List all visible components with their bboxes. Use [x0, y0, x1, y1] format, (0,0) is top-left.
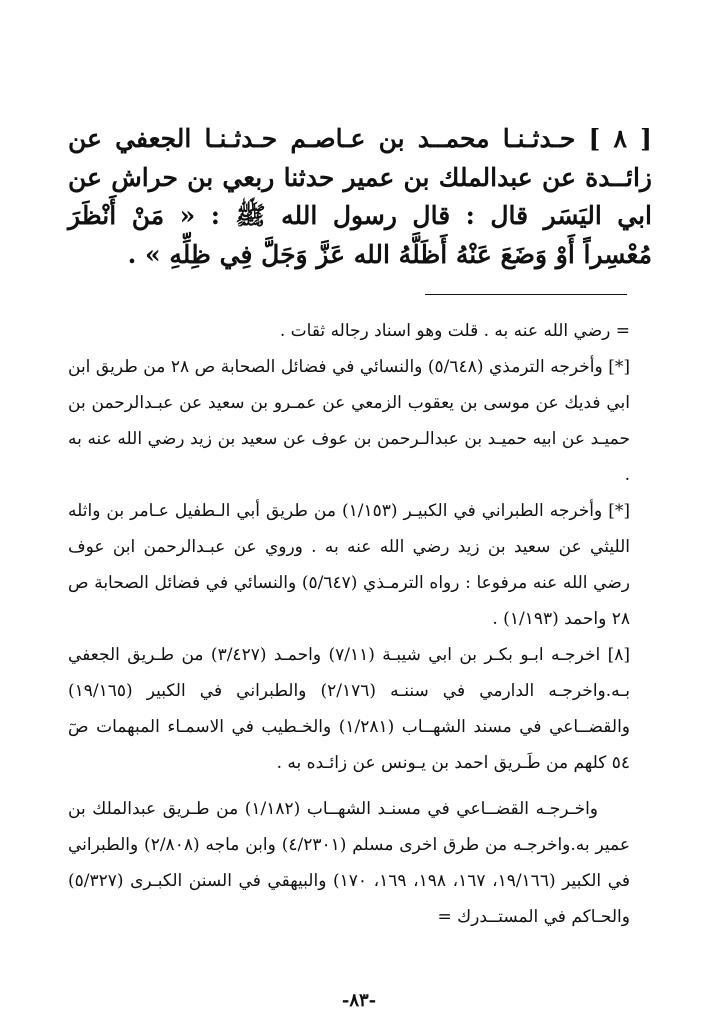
footnotes [68, 313, 630, 935]
footnote-tabarani: [*] وأخرجه الطبراني في الكبيـر (١/١٥٣) من طريق أبي الـطفيل عـامر بن واثله الليثي عن سعيد بن زيد رضي الله عنه به . وروي عن عبـدالرحمن ابن عوف رضي الله عنه مرفوعا : رواه الترمـذي (٥/٦٤٧) والنسائي في فضائل الصحابة ص ٢٨ واحمد (١/١٩٣) . [68, 501, 631, 629]
footnote-8: [٨] اخرجـه ابـو بكـر بن ابي شيبـة (٧/١١) واحمـد (٣/٤٢٧) من طـريق الجعفي بـه.واخرجـه الدارمي في سننـه (٢/١٧٦) والطبراني في الكبير (١٩/١٦٥) والقضــاعي في مسند الشهــاب (١/٢٨١) والخـطيب في الاسمـاء المبهمات صٓ ٥٤ كلهم من طَـريق احمد بن يـونس عن زائـده به . [68, 645, 631, 773]
footnote-tirmidhi: [*] وأخرجه الترمذي (٥/٦٤٨) والنسائي في فضائل الصحابة ص ٢٨ من طريق ابن ابي فديك عن موسى بن يعقوب الزمعي عن عمـرو بن سعيد عن عبـدالرحمن بن حميـد عن ابيه حميـد بن عبدالـرحمن بن عوف عن سعيد بن زيد رضي الله عنه به . [68, 357, 630, 485]
hadith-text: [ ٨ ] حـدثـنـا محمــد بن عـاصـم حـدثـنـا الجعفي عن زائــدة عن عبدالملك بن عمير حدثنا ربعي بن حراش عن ابي اليَسَر قال : قال رسول الله ﷺ : « مَنْ أَنْظَرَ مُعْسِراً أَوْ وَضَعَ عَنْهُ أَظَلَّهُ الله عَزَّ وَجَلَّ فِي ظِلِّهِ » . [68, 124, 652, 269]
page-number: -٨٣- [341, 990, 377, 1011]
footnote-separator [425, 294, 627, 295]
footnote-8-continuation: واخـرجـه القضــاعي في مسنـد الشهــاب (١/١٨٢) من طـريق عبدالملك بن عمير به.واخرجـه من طرق اخرى مسلم (٤/٢٣٠١) وابن ماجه (٢/٨٠٨) والطبراني في الكبير (١٩/١٦٦، ١٦٧، ١٩٨، ١٦٩، ١٧٠) والبيهقي في السنن الكبـرى (٥/٣٢٧) والحـاكم في المستــدرك = [68, 799, 630, 927]
footnote-carryover: = رضي الله عنه به . قلت وهو اسناد رجاله ثقات . [279, 321, 630, 341]
